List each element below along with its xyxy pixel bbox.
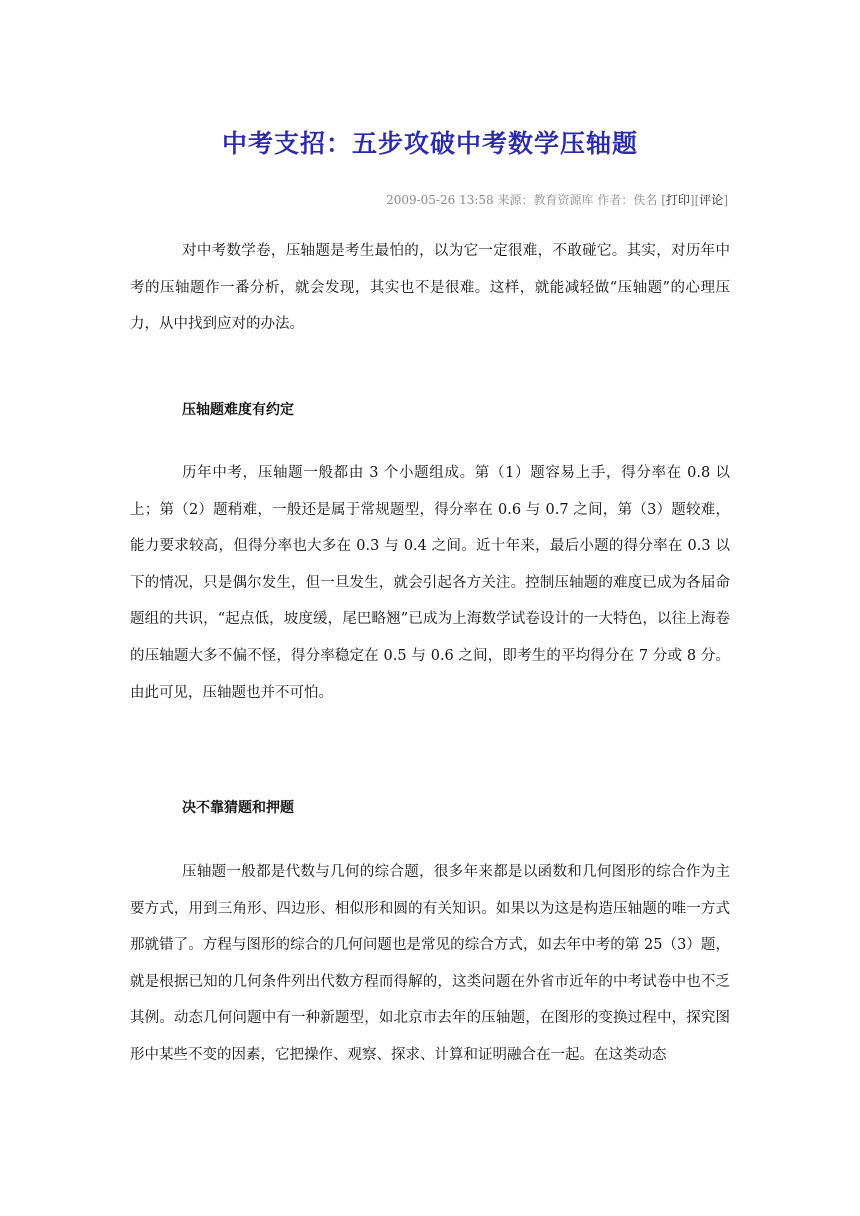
page-title: 中考支招：五步攻破中考数学压轴题 xyxy=(221,129,638,158)
comment-bracket-open: [ xyxy=(694,193,700,207)
meta-datetime: 2009-05-26 13:58 xyxy=(386,193,494,207)
comment-bracket-close: ] xyxy=(723,193,728,207)
print-bracket-close: ] xyxy=(689,193,695,207)
paragraph-difficulty: 历年中考，压轴题一般都由 3 个小题组成。第（1）题容易上手，得分率在 0.8 以上；第（2）题稍难，一般还是属于常规题型，得分率在 0.6 与 0.7 之间，第（3）题较难，能力要求较高，但得分率也大多在 0.3 与 0.4 之间。近十年来，最后小题的得分率在 0.3 以下的情况，只是偶尔发生，但一旦发生，就会引起各方关注。控制压轴题的难度已成为各届命题组的共识，“起点低，坡度缓，尾巴略翘”已成为上海数学试卷设计的一大特色，以往上海卷的压轴题大多不偏不怪，得分率稳定在 0.5 与 0.6 之间，即考生的平均得分在 7 分或 8 分。由此可见，压轴题也并不可怕。 xyxy=(130,465,730,701)
section-heading-no-guessing: 决不靠猜题和押题 xyxy=(182,800,294,816)
paragraph-no-guessing: 压轴题一般都是代数与几何的综合题，很多年来都是以函数和几何图形的综合作为主要方式，用到三角形、四边形、相似形和圆的有关知识。如果以为这是构造压轴题的唯一方式那就错了。方程与图形的综合的几何问题也是常见的综合方式，如去年中考的第 25（3）题，就是根据已知的几何条件列出代数方程而得解的，这类问题在外省市近年的中考试卷中也不乏其例。动态几何问题中有一种新题型，如北京市去年的压轴题，在图形的变换过程中，探究图形中某些不变的因素，它把操作、观察、探求、计算和证明融合在一起。在这类动态 xyxy=(130,864,730,1063)
meta-author: 佚名 xyxy=(633,193,658,207)
meta-source: 教育资源库 xyxy=(533,193,594,207)
print-bracket-open: [ xyxy=(661,193,666,207)
section-heading-difficulty: 压轴题难度有约定 xyxy=(182,402,294,418)
paragraph-intro: 对中考数学卷，压轴题是考生最怕的，以为它一定很难，不敢碰它。其实，对历年中考的压轴题作一番分析，就会发现，其实也不是很难。这样，就能减轻做“压轴题”的心理压力，从中找到应对的办法。 xyxy=(130,243,730,333)
article-meta xyxy=(386,192,728,208)
print-link[interactable]: 打印 xyxy=(665,193,690,207)
meta-author-label: 作者： xyxy=(597,193,634,207)
meta-source-label: 来源： xyxy=(497,193,534,207)
comment-link[interactable]: 评论 xyxy=(699,193,724,207)
